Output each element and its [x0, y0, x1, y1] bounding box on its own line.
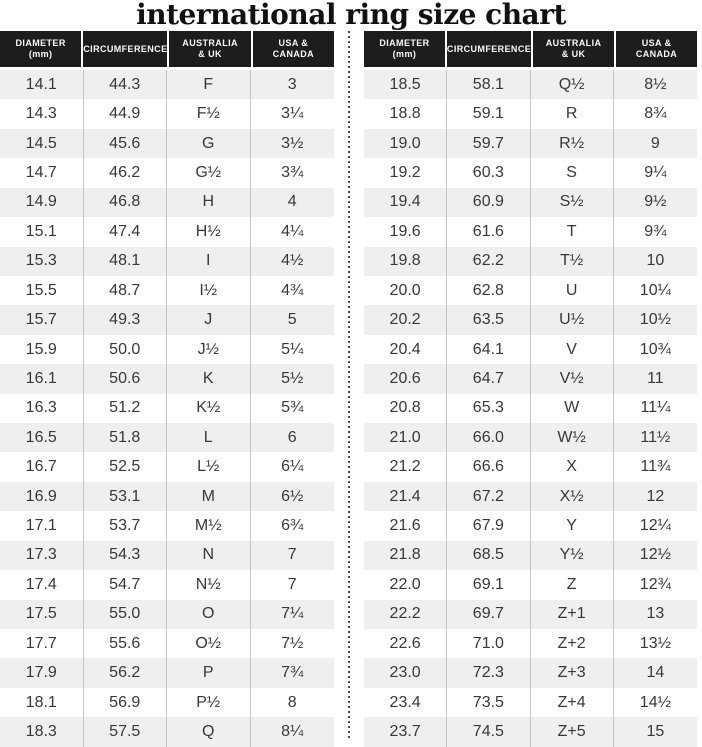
table-row: [364, 423, 697, 452]
cell-usa-canada: 11¾: [640, 458, 671, 476]
table-row: [364, 217, 697, 246]
cell-circumference: 56.9: [84, 688, 168, 717]
cell-circumference: 68.5: [447, 541, 530, 570]
cell-diameter: 18.5: [364, 70, 447, 99]
table-row: [364, 511, 697, 540]
table-row: [364, 570, 697, 599]
cell-circumference: 45.6: [84, 129, 168, 158]
cell-usa-canada: 10: [646, 252, 665, 270]
cell-circumference: 74.5: [447, 717, 530, 746]
table-row: [0, 658, 334, 687]
cell-usa-canada: 10¾: [639, 340, 671, 358]
cell-australia-uk: Q½: [531, 70, 614, 99]
cell-diameter: 15.3: [0, 247, 84, 276]
cell-circumference: 62.8: [447, 276, 530, 305]
cell-circumference: 53.7: [84, 511, 168, 540]
cell-circumference: 66.0: [447, 423, 530, 452]
cell-usa-canada: 5¾: [281, 399, 304, 417]
cell-diameter: 21.8: [364, 541, 447, 570]
table-row: [364, 600, 697, 629]
cell-circumference: 61.6: [447, 217, 530, 246]
column-header-line1: AUSTRALIA: [182, 38, 238, 48]
cell-circumference: 67.2: [447, 482, 530, 511]
table-row: [0, 305, 334, 334]
table-row: [364, 482, 697, 511]
column-header: [533, 31, 614, 67]
table-row: [0, 217, 334, 246]
cell-usa-canada: 3¾: [281, 163, 304, 181]
chart-title: international ring size chart: [136, 0, 566, 31]
cell-diameter: 17.7: [0, 629, 84, 658]
cell-diameter: 17.5: [0, 600, 84, 629]
table-row: [364, 305, 697, 334]
cell-usa-canada: 5¼: [281, 340, 304, 358]
table-row: [0, 452, 334, 481]
cell-australia-uk: K: [167, 364, 251, 393]
table-row: [364, 188, 697, 217]
cell-australia-uk: G: [167, 129, 251, 158]
table-divider: [334, 31, 364, 747]
table-header-row: [364, 31, 697, 67]
table-row: [0, 129, 334, 158]
cell-usa-canada: 9½: [644, 193, 667, 211]
cell-usa-canada: 7: [287, 575, 297, 593]
cell-usa-canada: 13: [646, 605, 665, 623]
cell-usa-canada: 11½: [640, 428, 671, 446]
cell-usa-canada: 9¾: [644, 222, 667, 240]
cell-circumference: 49.3: [84, 305, 168, 334]
cell-diameter: 14.1: [0, 70, 84, 99]
cell-circumference: 52.5: [84, 452, 168, 481]
cell-usa-canada: 12½: [639, 546, 671, 564]
cell-australia-uk: Z: [531, 570, 614, 599]
cell-circumference: 46.2: [84, 158, 168, 187]
table-row: [364, 688, 697, 717]
column-header: [447, 31, 531, 67]
cell-circumference: 55.0: [84, 600, 168, 629]
cell-australia-uk: S: [531, 158, 614, 187]
cell-usa-canada: 10¼: [639, 281, 671, 299]
cell-circumference: 44.9: [84, 99, 168, 128]
cell-australia-uk: Z+5: [531, 717, 614, 746]
cell-diameter: 19.0: [364, 129, 447, 158]
table-row: [0, 335, 334, 364]
table-body: [364, 70, 697, 747]
cell-diameter: 16.7: [0, 452, 84, 481]
column-header: [0, 31, 81, 67]
table-row: [364, 99, 697, 128]
table-row: [0, 570, 334, 599]
table-row: [0, 364, 334, 393]
cell-circumference: 72.3: [447, 658, 530, 687]
column-header-line1: USA &: [278, 38, 309, 48]
cell-australia-uk: L½: [167, 452, 251, 481]
cell-circumference: 59.1: [447, 99, 530, 128]
cell-australia-uk: I½: [167, 276, 251, 305]
cell-australia-uk: U: [531, 276, 614, 305]
cell-australia-uk: M½: [167, 511, 251, 540]
table-row: [364, 335, 697, 364]
cell-diameter: 16.1: [0, 364, 84, 393]
cell-australia-uk: Z+4: [531, 688, 614, 717]
table-body: [0, 70, 334, 747]
cell-australia-uk: V: [531, 335, 614, 364]
cell-usa-canada: 4½: [281, 252, 304, 270]
table-row: [0, 158, 334, 187]
cell-diameter: 20.8: [364, 394, 447, 423]
cell-usa-canada: 6¼: [281, 458, 304, 476]
column-header-line2: & UK: [198, 49, 222, 59]
table-row: [364, 541, 697, 570]
cell-australia-uk: Y: [531, 511, 614, 540]
cell-circumference: 69.7: [447, 600, 530, 629]
cell-circumference: 57.5: [84, 717, 168, 746]
column-header-line1: USA &: [641, 38, 672, 48]
table-row: [364, 658, 697, 687]
cell-usa-canada: 7½: [281, 634, 304, 652]
cell-usa-canada: 12¾: [639, 575, 671, 593]
cell-usa-canada: 13½: [639, 634, 671, 652]
table-row: [0, 423, 334, 452]
cell-usa-canada: 14: [646, 664, 665, 682]
table-row: [364, 629, 697, 658]
cell-usa-canada: 7¾: [281, 664, 304, 682]
table-row: [0, 688, 334, 717]
column-header: [364, 31, 445, 67]
cell-usa-canada: 9: [650, 134, 660, 152]
cell-diameter: 23.0: [364, 658, 447, 687]
cell-australia-uk: R½: [531, 129, 614, 158]
cell-circumference: 50.6: [84, 364, 168, 393]
cell-diameter: 17.4: [0, 570, 84, 599]
cell-circumference: 54.3: [84, 541, 168, 570]
cell-usa-canada: 6: [287, 428, 297, 446]
cell-diameter: 18.1: [0, 688, 84, 717]
column-header: [169, 31, 250, 67]
cell-diameter: 19.4: [364, 188, 447, 217]
cell-circumference: 48.1: [84, 247, 168, 276]
table-row: [364, 129, 697, 158]
cell-circumference: 59.7: [447, 129, 530, 158]
column-header: [253, 31, 334, 67]
cell-australia-uk: K½: [167, 394, 251, 423]
cell-australia-uk: N½: [167, 570, 251, 599]
cell-diameter: 15.1: [0, 217, 84, 246]
table-row: [364, 452, 697, 481]
cell-circumference: 63.5: [447, 305, 530, 334]
cell-circumference: 71.0: [447, 629, 530, 658]
table-row: [0, 541, 334, 570]
cell-diameter: 19.6: [364, 217, 447, 246]
cell-circumference: 50.0: [84, 335, 168, 364]
column-header-line1: DIAMETER: [379, 38, 430, 48]
cell-circumference: 67.9: [447, 511, 530, 540]
cell-australia-uk: W: [531, 394, 614, 423]
cell-australia-uk: I: [167, 247, 251, 276]
table-row: [0, 70, 334, 99]
column-header-line2: (mm): [28, 49, 53, 59]
cell-australia-uk: J½: [167, 335, 251, 364]
cell-australia-uk: Z+1: [531, 600, 614, 629]
table-row: [364, 717, 697, 746]
table-row: [364, 158, 697, 187]
cell-australia-uk: W½: [531, 423, 614, 452]
table-header-row: [0, 31, 334, 67]
cell-australia-uk: Z+3: [531, 658, 614, 687]
cell-australia-uk: H½: [167, 217, 251, 246]
cell-usa-canada: 8¼: [281, 722, 304, 740]
table-row: [364, 276, 697, 305]
cell-diameter: 22.2: [364, 600, 447, 629]
cell-australia-uk: X: [531, 452, 614, 481]
table-row: [364, 247, 697, 276]
cell-australia-uk: T: [531, 217, 614, 246]
cell-australia-uk: V½: [531, 364, 614, 393]
column-header: [616, 31, 697, 67]
cell-australia-uk: H: [167, 188, 251, 217]
cell-circumference: 53.1: [84, 482, 168, 511]
cell-usa-canada: 10½: [639, 311, 671, 329]
cell-circumference: 46.8: [84, 188, 168, 217]
table-row: [0, 629, 334, 658]
cell-diameter: 23.4: [364, 688, 447, 717]
ring-size-table-right: [364, 31, 697, 747]
cell-usa-canada: 5: [287, 311, 297, 329]
cell-circumference: 64.7: [447, 364, 530, 393]
cell-usa-canada: 8½: [644, 75, 667, 93]
column-header: [83, 31, 167, 67]
cell-usa-canada: 15: [646, 722, 665, 740]
cell-usa-canada: 4¾: [281, 281, 304, 299]
cell-australia-uk: L: [167, 423, 251, 452]
cell-diameter: 20.0: [364, 276, 447, 305]
cell-circumference: 58.1: [447, 70, 530, 99]
cell-australia-uk: P: [167, 658, 251, 687]
cell-usa-canada: 9¼: [644, 163, 667, 181]
cell-diameter: 18.3: [0, 717, 84, 746]
cell-usa-canada: 6½: [281, 487, 304, 505]
cell-usa-canada: 3¼: [281, 105, 304, 123]
table-row: [364, 394, 697, 423]
cell-diameter: 22.6: [364, 629, 447, 658]
cell-australia-uk: N: [167, 541, 251, 570]
table-row: [0, 247, 334, 276]
table-row: [0, 717, 334, 746]
cell-diameter: 17.3: [0, 541, 84, 570]
cell-circumference: 51.2: [84, 394, 168, 423]
column-header-line1: DIAMETER: [15, 38, 66, 48]
cell-diameter: 17.9: [0, 658, 84, 687]
cell-diameter: 21.2: [364, 452, 447, 481]
cell-usa-canada: 7¼: [281, 605, 304, 623]
cell-diameter: 14.7: [0, 158, 84, 187]
ring-size-table-left: [0, 31, 334, 747]
cell-australia-uk: F½: [167, 99, 251, 128]
table-row: [0, 188, 334, 217]
cell-diameter: 14.9: [0, 188, 84, 217]
cell-circumference: 73.5: [447, 688, 530, 717]
cell-circumference: 47.4: [84, 217, 168, 246]
cell-australia-uk: M: [167, 482, 251, 511]
cell-diameter: 20.6: [364, 364, 447, 393]
cell-circumference: 51.8: [84, 423, 168, 452]
cell-australia-uk: P½: [167, 688, 251, 717]
cell-usa-canada: 14½: [639, 693, 671, 711]
cell-usa-canada: 11: [647, 369, 664, 387]
cell-circumference: 64.1: [447, 335, 530, 364]
cell-usa-canada: 4: [287, 193, 297, 211]
cell-australia-uk: O: [167, 600, 251, 629]
cell-circumference: 62.2: [447, 247, 530, 276]
cell-diameter: 21.6: [364, 511, 447, 540]
cell-australia-uk: F: [167, 70, 251, 99]
cell-circumference: 66.6: [447, 452, 530, 481]
cell-usa-canada: 11¼: [640, 399, 671, 417]
cell-diameter: 16.9: [0, 482, 84, 511]
table-row: [0, 276, 334, 305]
table-row: [0, 99, 334, 128]
column-header-line1: AUSTRALIA: [545, 38, 602, 48]
cell-diameter: 15.9: [0, 335, 84, 364]
cell-usa-canada: 7: [287, 546, 297, 564]
cell-circumference: 60.3: [447, 158, 530, 187]
column-header-line2: CANADA: [635, 49, 678, 59]
cell-usa-canada: 5½: [281, 369, 304, 387]
cell-diameter: 16.5: [0, 423, 84, 452]
chart-body: [0, 31, 702, 747]
column-header-line2: CANADA: [272, 49, 315, 59]
cell-australia-uk: U½: [531, 305, 614, 334]
column-header-line2: & UK: [561, 49, 586, 59]
cell-diameter: 19.2: [364, 158, 447, 187]
cell-australia-uk: Q: [167, 717, 251, 746]
table-row: [0, 482, 334, 511]
column-header-line1: CIRCUMFERENCE: [446, 43, 532, 54]
cell-diameter: 21.4: [364, 482, 447, 511]
cell-usa-canada: 4¼: [281, 222, 304, 240]
cell-circumference: 60.9: [447, 188, 530, 217]
column-header-line2: (mm): [392, 49, 417, 59]
dotted-divider-line: [348, 31, 350, 741]
cell-diameter: 14.5: [0, 129, 84, 158]
cell-diameter: 23.7: [364, 717, 447, 746]
cell-diameter: 16.3: [0, 394, 84, 423]
cell-usa-canada: 8¾: [644, 105, 667, 123]
cell-australia-uk: O½: [167, 629, 251, 658]
cell-diameter: 17.1: [0, 511, 84, 540]
cell-diameter: 20.2: [364, 305, 447, 334]
table-row: [0, 394, 334, 423]
cell-circumference: 44.3: [84, 70, 168, 99]
cell-diameter: 20.4: [364, 335, 447, 364]
cell-diameter: 14.3: [0, 99, 84, 128]
table-row: [364, 70, 697, 99]
cell-diameter: 19.8: [364, 247, 447, 276]
cell-australia-uk: G½: [167, 158, 251, 187]
cell-diameter: 15.5: [0, 276, 84, 305]
cell-usa-canada: 12¼: [639, 517, 671, 535]
cell-diameter: 22.0: [364, 570, 447, 599]
cell-diameter: 15.7: [0, 305, 84, 334]
cell-circumference: 65.3: [447, 394, 530, 423]
cell-circumference: 48.7: [84, 276, 168, 305]
cell-diameter: 21.0: [364, 423, 447, 452]
cell-usa-canada: 3½: [281, 134, 304, 152]
cell-australia-uk: Y½: [531, 541, 614, 570]
cell-australia-uk: Z+2: [531, 629, 614, 658]
cell-australia-uk: J: [167, 305, 251, 334]
cell-usa-canada: 8: [287, 693, 297, 711]
cell-circumference: 55.6: [84, 629, 168, 658]
column-header-line1: CIRCUMFERENCE: [83, 43, 168, 54]
cell-circumference: 56.2: [84, 658, 168, 687]
cell-usa-canada: 3: [287, 75, 297, 93]
cell-diameter: 18.8: [364, 99, 447, 128]
cell-australia-uk: S½: [531, 188, 614, 217]
cell-circumference: 54.7: [84, 570, 168, 599]
cell-usa-canada: 12: [646, 487, 665, 505]
cell-australia-uk: T½: [531, 247, 614, 276]
cell-usa-canada: 6¾: [281, 517, 304, 535]
table-row: [0, 600, 334, 629]
cell-circumference: 69.1: [447, 570, 530, 599]
table-row: [0, 511, 334, 540]
table-row: [364, 364, 697, 393]
cell-australia-uk: R: [531, 99, 614, 128]
cell-australia-uk: X½: [531, 482, 614, 511]
